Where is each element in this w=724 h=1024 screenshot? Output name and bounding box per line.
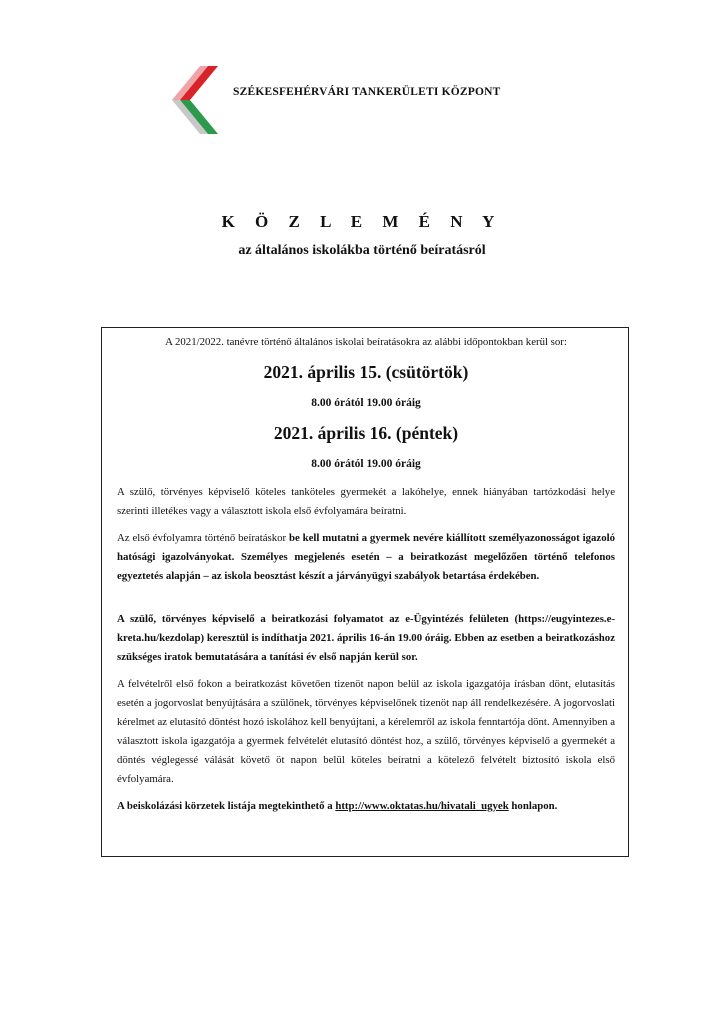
paragraph-e-ugyintezes: A szülő, törvényes képviselő a beiratkozási folyamatot az e-Ügyintézés felületen (https://eugyintezes.e-kreta.hu/kezdolap) keresztül is indíthatja 2021. április 16-án 19.00 óráig. Ebben az esetben a beiratkozáshoz szükséges iratok bemutatására a tanítási év első napján kerül sor. [117,613,615,663]
organization-name: SZÉKESFEHÉRVÁRI TANKERÜLETI KÖZPONT [233,86,501,98]
intro-text: A 2021/2022. tanévre történő általános iskolai beíratásokra az alábbi időpontokban kerül sor: [165,336,567,348]
document-title: K Ö Z L E M É N Y [221,212,503,231]
paragraph-districts [117,797,615,816]
districts-tail: honlapon. [508,800,558,812]
notice-content [117,333,615,824]
enrollment-time-2: 8.00 órától 19.00 óráig [311,458,421,470]
paragraph-documents [117,529,615,586]
document-subtitle: az általános iskolákba történő beíratásról [238,243,486,258]
paragraph-decision: A felvételről első fokon a beiratkozást követően tizenöt napon belül az iskola igazgatója írásban dönt, elutasítás esetén a jogorvoslat benyújtására a szülőnek, törvényes képviselőnek tizenöt nap áll rendelkezésére. A jogorvoslati kérelmet az elutasító döntést hozó iskolához kell benyújtani, a kérelemről az iskola fenntartója dönt. Amennyiben a választott iskola igazgatója a gyermek felvételét elutasító döntést hoz, a szülő, törvényes képviselő a gyermekét a döntés véglegessé válását követő öt napon belül köteles beíratni a kötelező felvételt biztosító iskola első évfolyamára. [117,678,615,785]
paragraph-documents-bold: be kell mutatni a gyermek nevére kiállított személyazonosságot igazoló hatósági igazolványokat. Személyes megjelenés esetén – a beiratkozást megelőzően történő telefonos egyeztetés alapján – az iskola beosztást készít a járványügyi szabályok betartása érdekében. [117,532,615,582]
enrollment-date-1: 2021. április 15. (csütörtök) [263,362,469,382]
tankeruleti-logo-icon [168,64,224,136]
paragraph-obligation: A szülő, törvényes képviselő köteles tanköteles gyermekét a lakóhelye, ennek hiányában tartózkodási helye szerinti illetékes vagy a választott iskola első évfolyamára beíratni. [117,486,615,517]
districts-lead: A beiskolázási körzetek listája megtekinthető a [117,800,336,812]
enrollment-time-1: 8.00 órától 19.00 óráig [311,397,421,409]
oktatas-link[interactable]: http://www.oktatas.hu/hivatali_ugyek [335,800,509,812]
paragraph-documents-lead: Az első évfolyamra történő beíratáskor [117,532,289,544]
enrollment-date-2: 2021. április 16. (péntek) [273,423,459,443]
